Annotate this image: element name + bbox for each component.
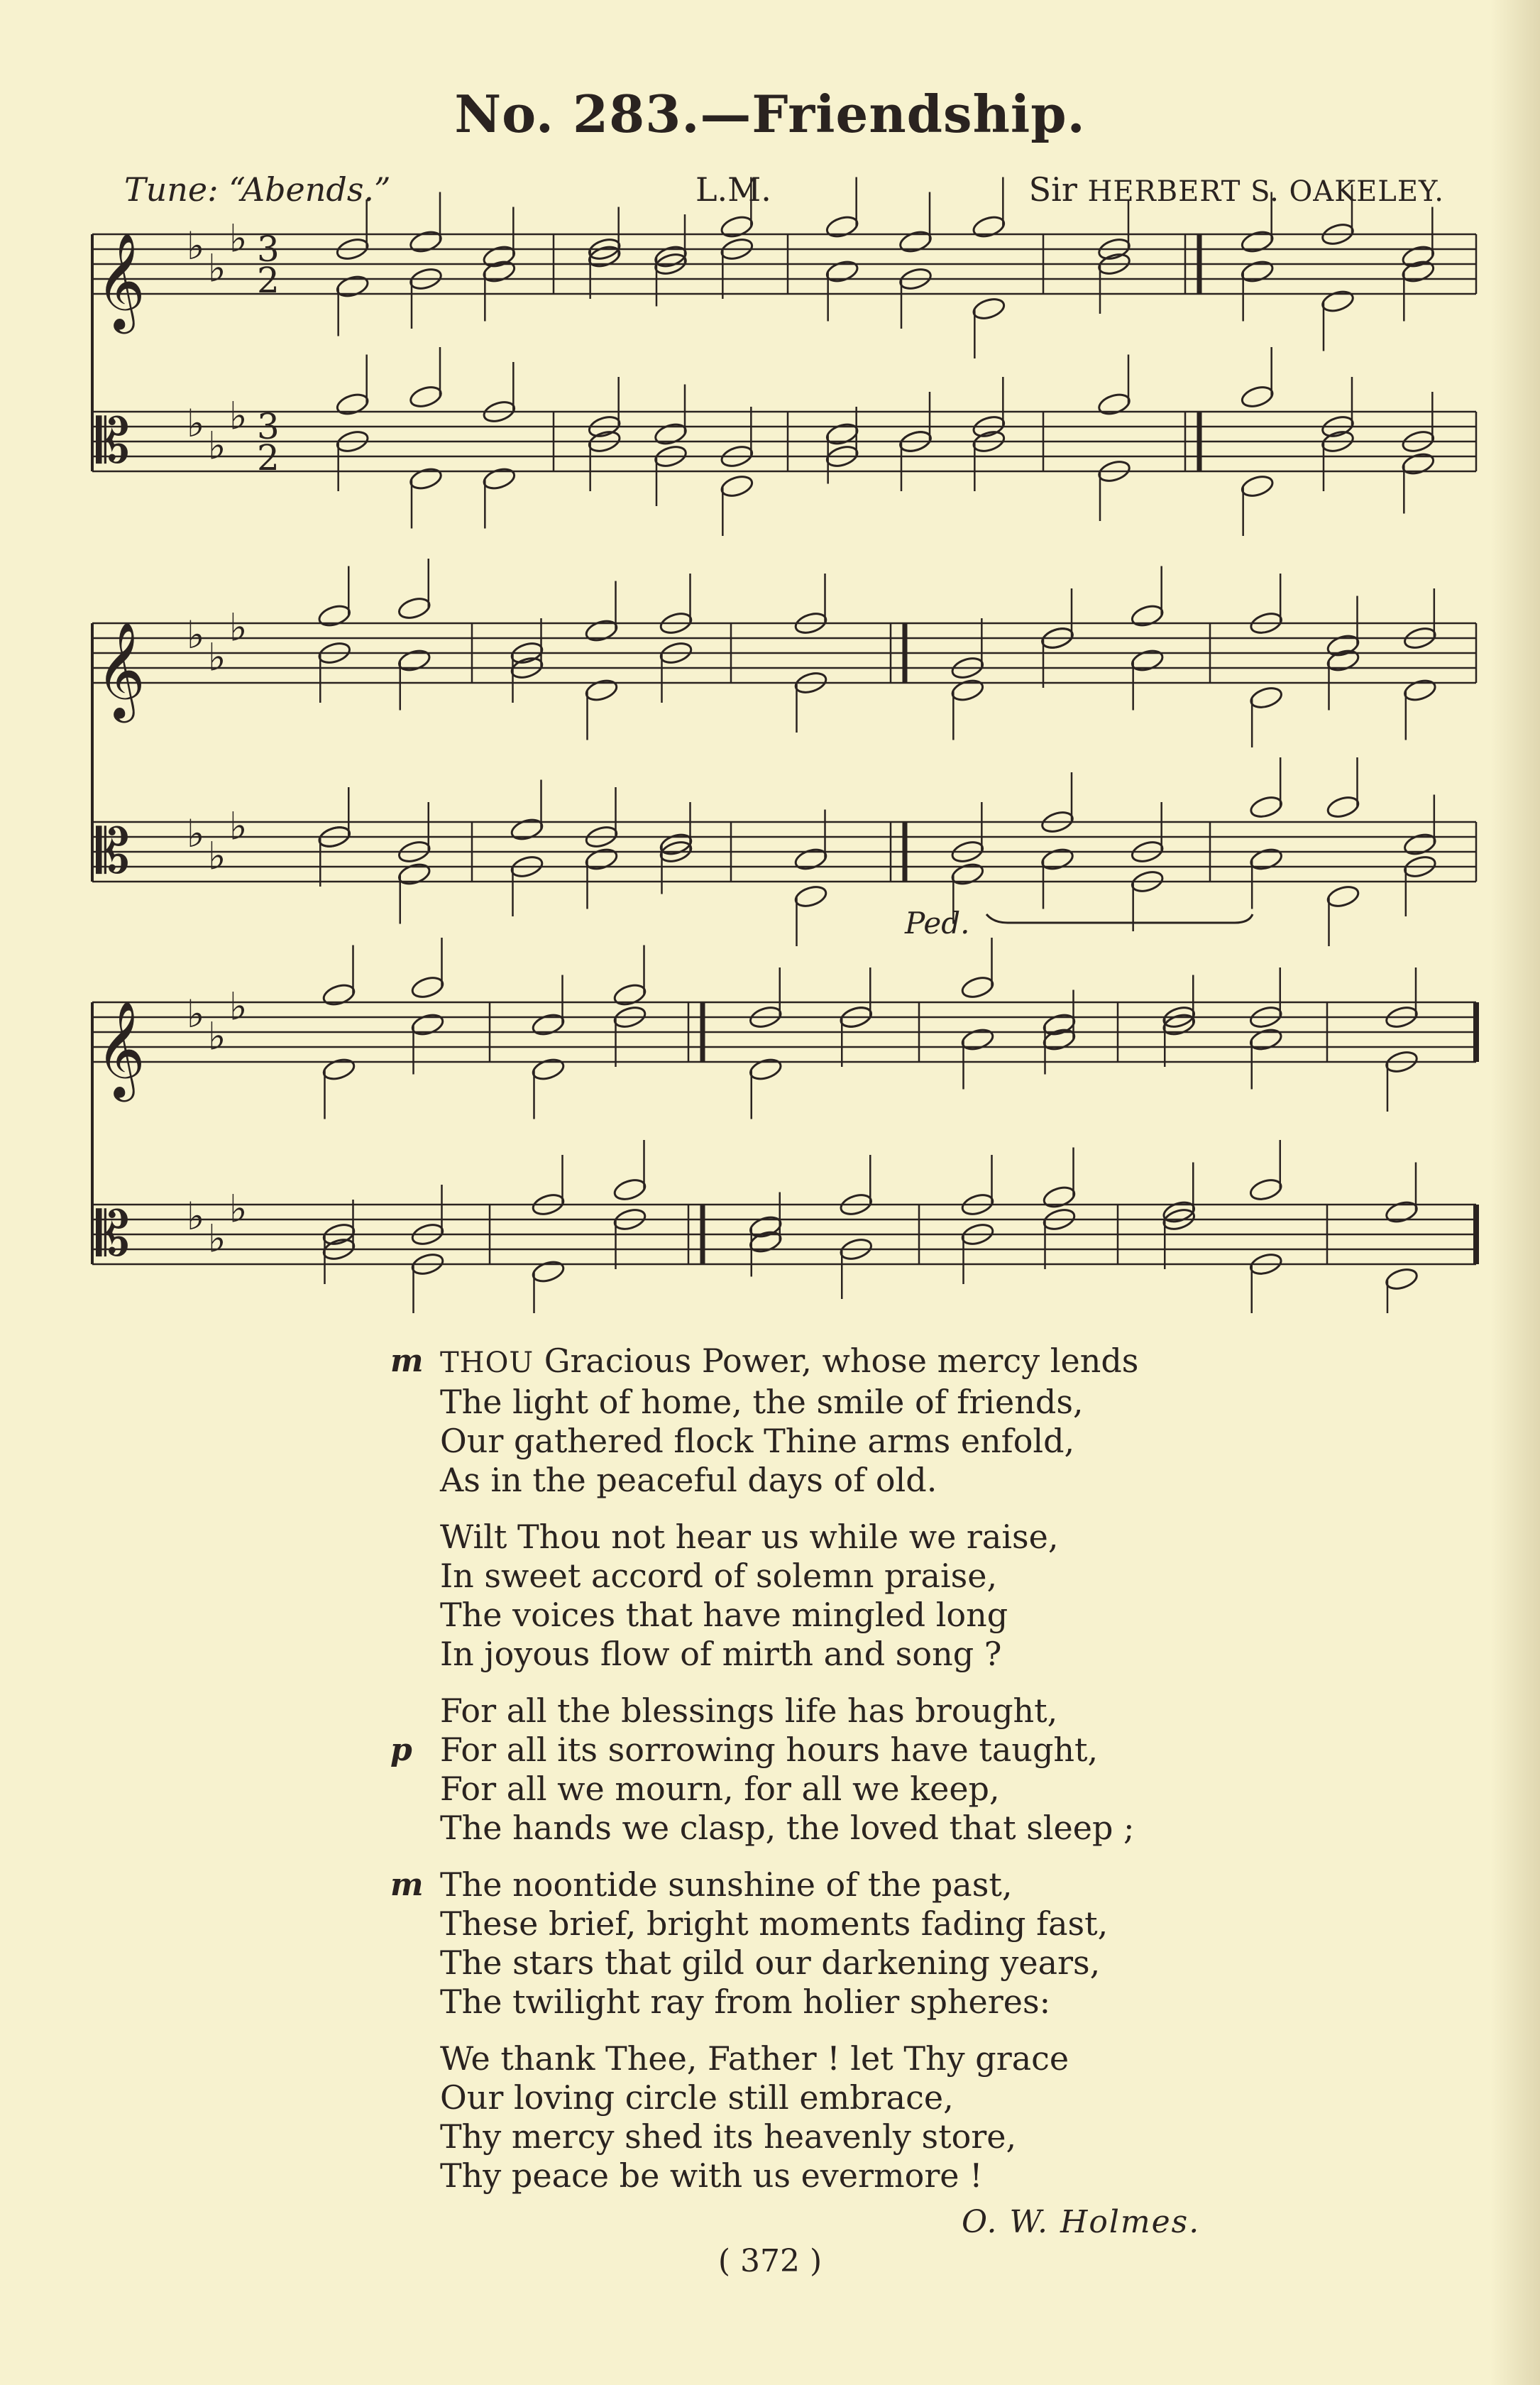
note-head — [1096, 391, 1131, 417]
note-head — [531, 1056, 566, 1082]
pedal-line — [986, 914, 1253, 923]
verse-line: The voices that have mingled long — [440, 1596, 1008, 1634]
flat-icon: ♭ — [229, 216, 248, 261]
note-head — [1042, 1011, 1077, 1037]
note-head — [1384, 1199, 1419, 1224]
flat-icon: ♭ — [187, 1194, 205, 1239]
note-head — [972, 214, 1006, 239]
note-head — [335, 391, 370, 417]
note-head — [408, 466, 443, 491]
note-head — [410, 1011, 445, 1037]
flat-icon: ♭ — [229, 804, 248, 849]
hymn-title: No. 283.—Friendship. — [454, 84, 1086, 144]
verse-line: Wilt Thou not hear us while we raise, — [440, 1518, 1059, 1556]
verse-line: The light of home, the smile of friends, — [440, 1383, 1084, 1421]
treble-clef-icon: 𝄞 — [96, 999, 145, 1097]
note-head — [825, 258, 859, 284]
note-head — [482, 243, 517, 269]
c-clef-icon: 𝄡 — [96, 816, 130, 887]
note-head — [612, 1177, 647, 1202]
note-head — [1042, 1026, 1077, 1052]
note-head — [1401, 258, 1436, 284]
meter-label: L.M. — [695, 170, 771, 209]
time-signature-bottom: 2 — [257, 260, 280, 301]
note-head — [898, 229, 933, 254]
note-head — [1326, 632, 1360, 658]
note-head — [1320, 288, 1355, 314]
note-head — [584, 618, 619, 643]
note-head — [397, 647, 431, 673]
stanza-1 — [383, 1342, 1306, 1500]
composer-title: Sir — [1028, 170, 1088, 209]
flat-icon: ♭ — [187, 992, 205, 1036]
verse-line: The twilight ray from holier spheres: — [440, 1983, 1051, 2021]
note-head — [950, 677, 985, 703]
note-head — [1249, 794, 1284, 820]
flat-icon: ♭ — [208, 1014, 226, 1059]
note-head — [1042, 1184, 1077, 1210]
note-head — [720, 214, 754, 239]
flat-icon: ♭ — [187, 811, 205, 856]
page-number: ( 372 ) — [717, 2243, 823, 2279]
flat-icon: ♭ — [187, 224, 205, 268]
time-signature-top: 3 — [257, 406, 280, 447]
tune-prefix: Tune: — [124, 170, 229, 209]
note-head — [584, 677, 619, 703]
flat-icon: ♭ — [187, 401, 205, 446]
note-head — [510, 816, 544, 842]
verse-line: We thank Thee, Father ! let Thy grace — [440, 2039, 1069, 2078]
time-signature-top: 3 — [257, 229, 280, 270]
note-head — [321, 982, 356, 1007]
note-head — [1240, 229, 1275, 254]
flat-icon: ♭ — [208, 423, 226, 468]
note-head — [612, 982, 647, 1007]
note-head — [1040, 846, 1074, 872]
stanza-3 — [383, 1692, 1306, 1848]
dynamic-mark: p — [390, 1732, 412, 1768]
flat-icon: ♭ — [208, 833, 226, 879]
pedal-marking: Ped. — [905, 906, 970, 941]
composer-name: HERBERT S. OAKELEY. — [1087, 175, 1444, 208]
note-head — [482, 466, 517, 491]
note-head — [1130, 603, 1165, 628]
note-head — [397, 596, 431, 621]
verse-line — [383, 1342, 1306, 1383]
verse-line: For all the blessings life has brought, — [440, 1692, 1058, 1730]
flat-icon: ♭ — [187, 613, 205, 657]
verse-line: The stars that gild our darkening years, — [440, 1943, 1101, 1982]
c-clef-icon: 𝄡 — [96, 1199, 130, 1270]
verse-line: For all its sorrowing hours have taught, — [440, 1731, 1099, 1769]
note-head — [1402, 677, 1437, 703]
dynamic-mark: m — [390, 1867, 424, 1903]
flat-icon: ♭ — [208, 635, 226, 680]
note-head — [1401, 451, 1436, 476]
note-head — [960, 975, 995, 1000]
dynamic-mark: m — [390, 1343, 424, 1379]
note-head — [653, 421, 688, 446]
verse-line: Thy mercy shed its heavenly store, — [440, 2117, 1017, 2156]
note-head — [584, 846, 619, 872]
note-head — [1130, 647, 1165, 673]
verse-line: The hands we clasp, the loved that sleep ; — [440, 1809, 1135, 1847]
verse-line: The noontide sunshine of the past, — [440, 1865, 1013, 1904]
verse-line: As in the peaceful days of old. — [440, 1461, 937, 1499]
note-head — [950, 861, 985, 887]
verse-first-word: THOU — [440, 1347, 534, 1379]
author-credit: O. W. Holmes. — [962, 2204, 1201, 2240]
note-head — [1384, 1266, 1419, 1292]
note-head — [1249, 846, 1284, 872]
verse-line: Our gathered flock Thine arms enfold, — [440, 1422, 1075, 1460]
verse-line: Thy peace be with us evermore ! — [440, 2156, 983, 2195]
note-head — [408, 229, 443, 254]
note-head — [1249, 685, 1284, 711]
note-head — [408, 384, 443, 410]
verse-line: In sweet accord of solemn praise, — [440, 1557, 998, 1595]
note-head — [825, 214, 859, 239]
stanza-4 — [383, 1865, 1306, 2022]
c-clef-icon: 𝄡 — [96, 406, 130, 477]
treble-clef-icon: 𝄞 — [96, 231, 145, 329]
note-head — [321, 1056, 356, 1082]
note-head — [397, 861, 431, 887]
stanza-2 — [383, 1518, 1306, 1674]
note-head — [1240, 384, 1275, 410]
note-head — [825, 421, 859, 446]
note-head — [335, 273, 370, 299]
time-signature-bottom: 2 — [257, 437, 280, 478]
note-head — [972, 296, 1006, 322]
note-head — [482, 258, 517, 284]
verse-line: In joyous flow of mirth and song ? — [440, 1635, 1002, 1673]
tune-name: “Abends.” — [229, 170, 391, 209]
note-head — [410, 975, 445, 1000]
verse-line-text: Gracious Power, whose mercy lends — [534, 1342, 1139, 1380]
note-head — [793, 846, 828, 872]
flat-icon: ♭ — [208, 246, 226, 291]
stanza-5 — [383, 2039, 1306, 2195]
note-head — [1326, 647, 1360, 673]
flat-icon: ♭ — [229, 1186, 248, 1232]
verse-line: For all we mourn, for all we keep, — [440, 1770, 1000, 1808]
note-head — [531, 1011, 566, 1037]
flat-icon: ♭ — [229, 393, 248, 439]
treble-clef-icon: 𝄞 — [96, 620, 145, 718]
flat-icon: ♭ — [208, 1216, 226, 1261]
note-head — [1248, 1026, 1283, 1052]
hymn-verses — [383, 1342, 1306, 2213]
note-head — [1248, 1177, 1283, 1202]
note-head — [748, 1229, 783, 1254]
note-head — [1401, 243, 1436, 269]
note-head — [1240, 473, 1275, 499]
note-head — [317, 603, 352, 628]
note-head — [748, 1214, 783, 1239]
note-head — [793, 884, 828, 909]
verse-line: These brief, bright moments fading fast, — [440, 1904, 1109, 1943]
note-head — [748, 1056, 783, 1082]
note-head — [1326, 884, 1360, 909]
note-head — [960, 1026, 995, 1052]
note-head — [1240, 258, 1275, 284]
note-head — [1326, 794, 1360, 820]
verse-line: Our loving circle still embrace, — [440, 2078, 954, 2117]
note-head — [531, 1259, 566, 1284]
note-head — [1402, 831, 1437, 857]
note-head — [720, 473, 754, 499]
flat-icon: ♭ — [229, 605, 248, 650]
flat-icon: ♭ — [229, 984, 248, 1029]
